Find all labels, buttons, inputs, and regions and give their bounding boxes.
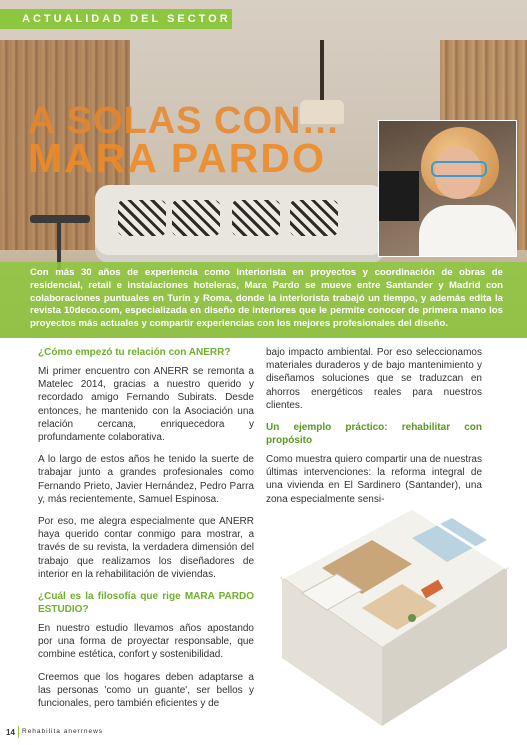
paragraph: En nuestro estudio llevamos años apostando por una forma de proyectar responsable, que combine estética, confort y sostenibilidad. — [38, 623, 254, 661]
paragraph: bajo impacto ambiental. Por eso seleccionamos materiales duraderos y de bajo mantenimiento y diseñamos soluciones que se traduzcan en ahorros energéticos reales para nuestros clientes. — [266, 347, 482, 411]
paragraph: Creemos que los hogares deben adaptarse a las personas 'como un guante', ser bellos y funcionales, pero también eficientes y de — [38, 671, 254, 710]
plan-plant — [408, 614, 416, 622]
title-line-2: MARA PARDO — [28, 135, 326, 181]
paragraph: Por eso, me alegra especialmente que ANERR haya querido contar conmigo para mostrar, a través de su revista, la verdadera dimensión del trabajo que realizamos los diseñadores de interior en la rehabilitación de viviendas. — [38, 516, 254, 580]
question-2: ¿Cuál es la filosofía que rige MARA PARDO ESTUDIO? — [38, 591, 254, 616]
floor-plan-render — [262, 498, 512, 728]
title-line-1: A SOLAS CON… — [28, 100, 341, 142]
glasses — [431, 161, 487, 177]
section-tag: ACTUALIDAD DEL SECTOR — [0, 9, 232, 29]
white-blouse — [419, 205, 516, 257]
intro-paragraph: Con más 30 años de experiencia como interiorista en proyectos y coordinación de obras de residencial, retail e instalaciones hoteleras, Mara Pardo se mueve entre Santander y Madrid con colaboraciones puntuales en Turín y Roma, donde la interiorista trabajó un tiempo, y además edita la revista 10deco.com, especializada en diseño de interiores que le permite conocer de primera mano los proyectos más actuales y compartir experiencias con los mejores profesionales del diseño. — [0, 262, 527, 338]
cushion — [290, 200, 338, 236]
cushion — [172, 200, 220, 236]
left-column — [38, 346, 254, 719]
computer-monitor — [379, 171, 419, 221]
right-column — [266, 346, 482, 515]
cushion — [118, 200, 166, 236]
paragraph: Como muestra quiero compartir una de nuestras últimas intervenciones: la reforma integral de una vivienda en El Sardinero (Santander), una zona especialmente sensi- — [266, 454, 482, 505]
subheading: Un ejemplo práctico: rehabilitar con propósito — [266, 422, 482, 447]
question-1: ¿Cómo empezó tu relación con ANERR? — [38, 347, 231, 358]
cushion — [232, 200, 280, 236]
page-number: 14 — [6, 728, 15, 737]
paragraph: A lo largo de estos años he tenido la suerte de trabajar junto a grandes profesionales como Fernando Prieto, Javier Hernández, Pedro Parra y, más recientemente, Samuel Espinosa. — [38, 454, 254, 505]
paragraph: Mi primer encuentro con ANERR se remonta a Matelec 2014, gracias a nuestro querido y recordado amigo Fernando Subirats. Desde entonces, he mantenido con la Asociación una relación cercana, enriquecedora y profundamente colaborativa. — [38, 366, 254, 444]
footer-divider — [18, 726, 19, 738]
portrait-photo — [378, 120, 517, 257]
footer-brand: Rehabilita anerrnews — [22, 728, 104, 735]
